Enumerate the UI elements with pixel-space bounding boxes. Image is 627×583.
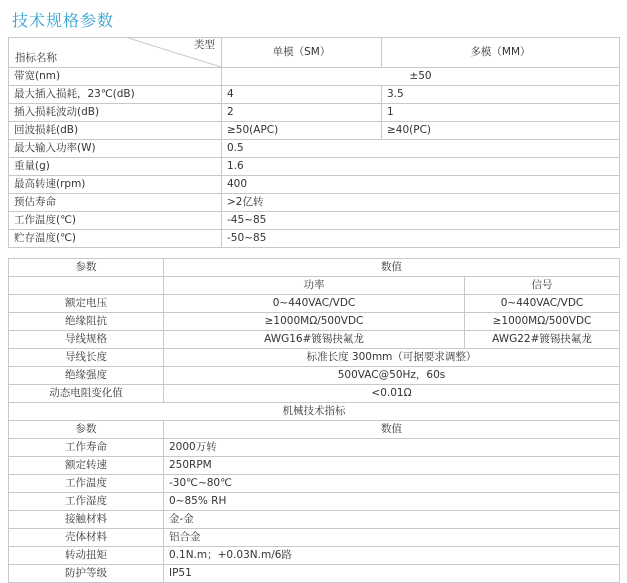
subheader-blank	[9, 277, 164, 295]
mech-header-value: 数值	[164, 421, 620, 439]
electrical-mechanical-spec-table	[8, 258, 620, 583]
optical-spec-table	[8, 37, 620, 248]
row-value-merged: ±50	[222, 68, 620, 86]
row-value: -30℃~80℃	[164, 475, 620, 493]
row-value-merged: 0.5	[222, 140, 620, 158]
table-row	[9, 68, 620, 86]
row-value-power: 0~440VAC/VDC	[164, 295, 465, 313]
section-title-row	[9, 403, 620, 421]
row-value-merged: 500VAC@50Hz，60s	[164, 367, 620, 385]
table-row	[9, 176, 620, 194]
row-label: 工作湿度	[9, 493, 164, 511]
row-value: IP51	[164, 565, 620, 583]
table-row	[9, 565, 620, 583]
header-name-label: 指标名称	[15, 52, 57, 64]
row-label: 带宽(nm)	[9, 68, 222, 86]
row-label: 导线长度	[9, 349, 164, 367]
table-row	[9, 86, 620, 104]
row-label: 最大输入功率(W)	[9, 140, 222, 158]
table-row	[9, 493, 620, 511]
row-label: 转动扭矩	[9, 547, 164, 565]
header-value: 数值	[164, 259, 620, 277]
row-value-mm: 3.5	[382, 86, 620, 104]
table-row	[9, 367, 620, 385]
table-row	[9, 547, 620, 565]
row-label: 额定转速	[9, 457, 164, 475]
table-row	[9, 104, 620, 122]
table-row	[9, 140, 620, 158]
mech-header-parameter: 参数	[9, 421, 164, 439]
row-value-mm: 1	[382, 104, 620, 122]
row-value-sm: 4	[222, 86, 382, 104]
table-row	[9, 230, 620, 248]
row-value-merged: 标准长度 300mm（可据要求调整）	[164, 349, 620, 367]
table-row	[9, 331, 620, 349]
table-row	[9, 313, 620, 331]
row-label: 预估寿命	[9, 194, 222, 212]
row-value-signal: ≥1000MΩ/500VDC	[465, 313, 620, 331]
row-value-merged: <0.01Ω	[164, 385, 620, 403]
row-value-signal: 0~440VAC/VDC	[465, 295, 620, 313]
table-row	[9, 295, 620, 313]
row-label: 插入损耗波动(dB)	[9, 104, 222, 122]
table-header-row	[9, 421, 620, 439]
table-row	[9, 439, 620, 457]
row-value: 0~85% RH	[164, 493, 620, 511]
row-label: 工作温度(℃)	[9, 212, 222, 230]
row-value-merged: 1.6	[222, 158, 620, 176]
header-diagonal-cell	[9, 38, 222, 68]
table-row	[9, 158, 620, 176]
header-multi-mode: 多模（MM）	[382, 38, 620, 68]
row-value-power: ≥1000MΩ/500VDC	[164, 313, 465, 331]
table-row	[9, 511, 620, 529]
row-label: 防护等级	[9, 565, 164, 583]
row-label: 工作温度	[9, 475, 164, 493]
table-header-row	[9, 38, 620, 68]
row-label: 额定电压	[9, 295, 164, 313]
table-row	[9, 122, 620, 140]
subheader-signal: 信号	[465, 277, 620, 295]
row-value: 铝合金	[164, 529, 620, 547]
table-row	[9, 212, 620, 230]
row-label: 导线规格	[9, 331, 164, 349]
table-row	[9, 475, 620, 493]
table-row	[9, 529, 620, 547]
row-value: 0.1N.m；+0.03N.m/6路	[164, 547, 620, 565]
row-value-merged: -45~85	[222, 212, 620, 230]
row-label: 接触材料	[9, 511, 164, 529]
row-value-sm: 2	[222, 104, 382, 122]
subheader-power: 功率	[164, 277, 465, 295]
table-subheader-row	[9, 277, 620, 295]
row-label: 绝缘阻抗	[9, 313, 164, 331]
mechanical-section-title: 机械技术指标	[9, 403, 620, 421]
row-value-power: AWG16#镀锡抉氟龙	[164, 331, 465, 349]
row-label: 绝缘强度	[9, 367, 164, 385]
table-row	[9, 349, 620, 367]
row-value-merged: -50~85	[222, 230, 620, 248]
row-label: 重量(g)	[9, 158, 222, 176]
row-label: 最大插入损耗，23℃(dB)	[9, 86, 222, 104]
table-header-row	[9, 259, 620, 277]
table-row	[9, 385, 620, 403]
row-value-merged: 400	[222, 176, 620, 194]
row-label: 回波损耗(dB)	[9, 122, 222, 140]
row-label: 壳体材料	[9, 529, 164, 547]
header-type-label: 类型	[194, 39, 215, 51]
row-value: 250RPM	[164, 457, 620, 475]
row-label: 动态电阻变化值	[9, 385, 164, 403]
row-label: 最高转速(rpm)	[9, 176, 222, 194]
row-value-signal: AWG22#镀锡抉氟龙	[465, 331, 620, 349]
row-label: 贮存温度(℃)	[9, 230, 222, 248]
page-title: 技术规格参数	[12, 11, 115, 30]
row-value-merged: >2亿转	[222, 194, 620, 212]
header-parameter: 参数	[9, 259, 164, 277]
header-single-mode: 单模（SM）	[222, 38, 382, 68]
row-value: 2000万转	[164, 439, 620, 457]
row-value: 金-金	[164, 511, 620, 529]
row-label: 工作寿命	[9, 439, 164, 457]
table-row	[9, 194, 620, 212]
table-row	[9, 457, 620, 475]
row-value-sm: ≥50(APC)	[222, 122, 382, 140]
row-value-mm: ≥40(PC)	[382, 122, 620, 140]
